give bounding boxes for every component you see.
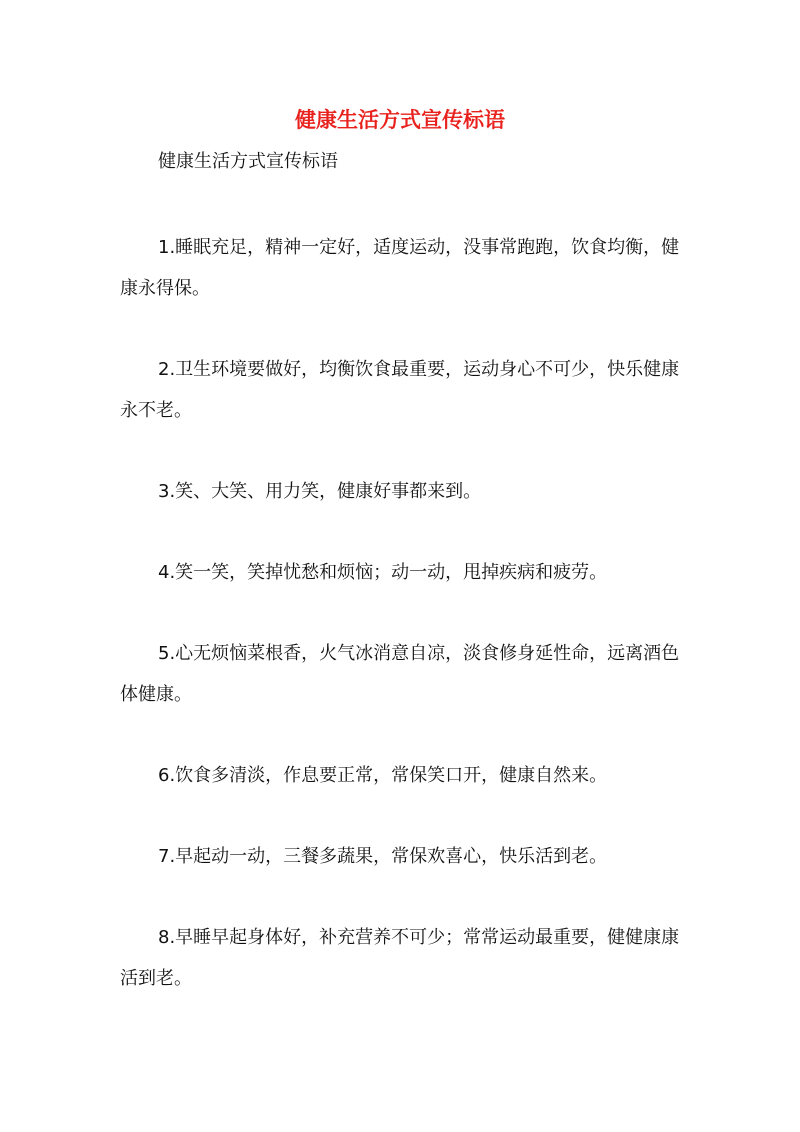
slogan-item: 4.笑一笑，笑掉忧愁和烦恼；动一动，甩掉疾病和疲劳。 xyxy=(158,562,608,583)
slogan-item: 5.心无烦恼菜根香，火气冰消意自凉，淡食修身延性命，远离酒色体健康。 xyxy=(120,643,680,705)
document-subtitle: 健康生活方式宣传标语 xyxy=(158,151,338,172)
document-title: 健康生活方式宣传标语 xyxy=(295,108,505,132)
slogan-item: 3.笑、大笑、用力笑，健康好事都来到。 xyxy=(158,481,482,502)
slogan-item: 1.睡眠充足，精神一定好，适度运动，没事常跑跑，饮食均衡，健康永得保。 xyxy=(120,237,680,299)
slogan-list xyxy=(120,227,690,1039)
slogan-item: 7.早起动一动，三餐多蔬果，常保欢喜心，快乐活到老。 xyxy=(158,846,608,867)
slogan-item: 6.饮食多清淡，作息要正常，常保笑口开，健康自然来。 xyxy=(158,765,608,786)
slogan-item: 2.卫生环境要做好，均衡饮食最重要，运动身心不可少，快乐健康永不老。 xyxy=(120,359,680,421)
slogan-item: 8.早睡早起身体好，补充营养不可少；常常运动最重要，健健康康活到老。 xyxy=(120,927,680,989)
